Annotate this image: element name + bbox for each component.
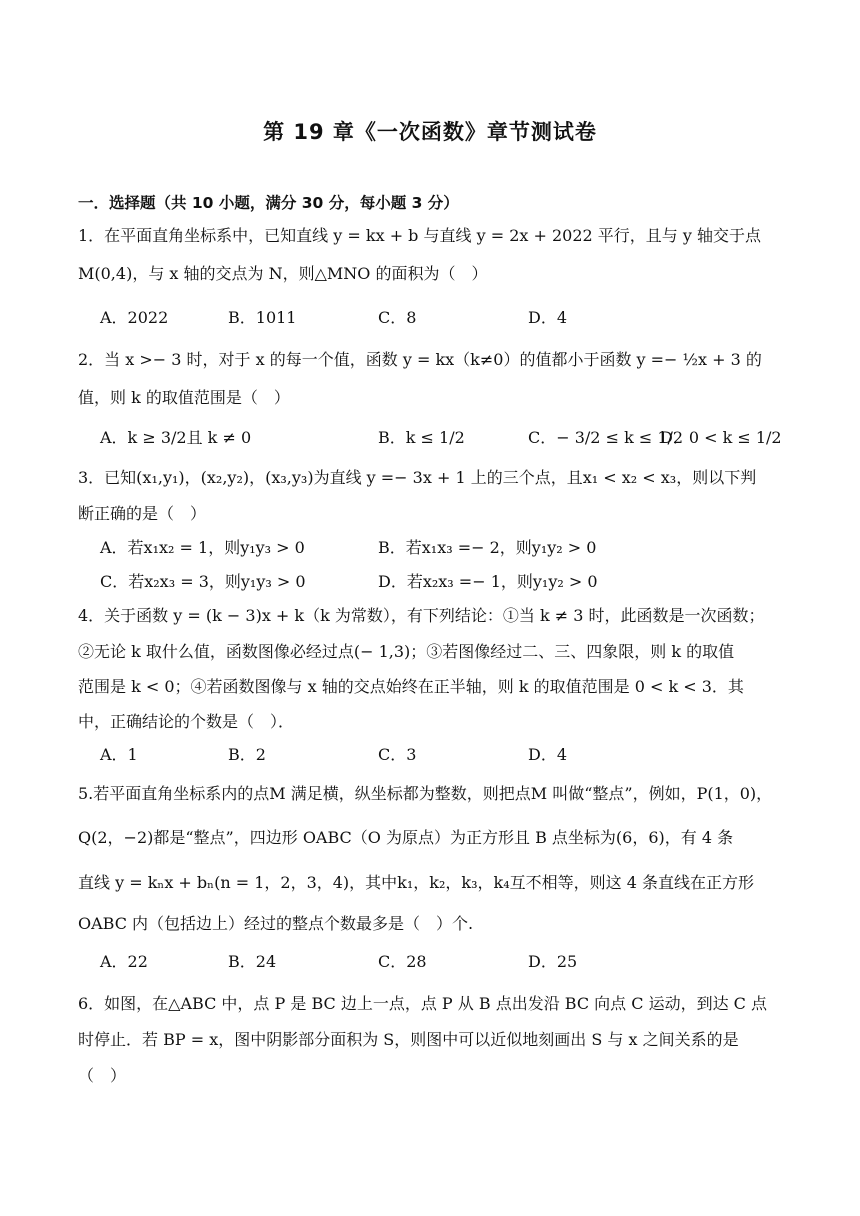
option-b: B．k ≤ 1/2: [378, 428, 465, 447]
question-4-line-3: 范围是 k < 0；④若函数图像与 x 轴的交点始终在正半轴，则 k 的取值范围是 0 < k < 3．其: [78, 677, 744, 696]
option-c: C．− 3/2 ≤ k ≤ 1/2: [528, 428, 684, 447]
question-5-line-2: Q(2，−2)都是“整点”，四边形 OABC（O 为原点）为正方形且 B 点坐标为(6，6)，有 4 条: [78, 828, 734, 847]
option-d: D．25: [528, 952, 578, 971]
question-2-line-2: 值，则 k 的取值范围是（ ）: [78, 388, 290, 407]
option-c: C．8: [378, 308, 417, 327]
question-1-line-2: M(0,4)，与 x 轴的交点为 N，则△MNO 的面积为（ ）: [78, 264, 488, 283]
option-d: D．4: [528, 308, 568, 327]
option-d: D．4: [528, 745, 568, 764]
option-d: D．若x₂x₃ =− 1，则y₁y₂ > 0: [378, 572, 598, 591]
option-d: D．0 < k ≤ 1/2: [660, 428, 782, 447]
question-6-line-2: 时停止．若 BP = x，图中阴影部分面积为 S，则图中可以近似地刻画出 S 与 x 之间关系的是: [78, 1030, 739, 1049]
option-b: B．24: [228, 952, 277, 971]
question-5-line-1: 5.若平面直角坐标系内的点M 满足横，纵坐标都为整数，则把点M 叫做“整点”，例如，P(1，0)，: [78, 784, 773, 803]
option-b: B．若x₁x₃ =− 2，则y₁y₂ > 0: [378, 538, 597, 557]
question-4-line-4: 中，正确结论的个数是（ ）．: [78, 712, 295, 731]
option-a: A．1: [100, 745, 138, 764]
question-6-line-1: 6．如图，在△ABC 中，点 P 是 BC 边上一点，点 P 从 B 点出发沿 BC 向点 C 运动，到达 C 点: [78, 994, 767, 1013]
question-4-line-1: 4．关于函数 y = (k − 3)x + k（k 为常数），有下列结论：①当 k ≠ 3 时，此函数是一次函数；: [78, 606, 765, 625]
question-3-line-2: 断正确的是（ ）: [78, 504, 207, 523]
option-b: B．2: [228, 745, 266, 764]
option-a: A．若x₁x₂ = 1，则y₁y₃ > 0: [100, 538, 305, 557]
option-a: A．k ≥ 3/2且 k ≠ 0: [100, 428, 252, 447]
option-a: A．22: [100, 952, 148, 971]
option-a: A．2022: [100, 308, 169, 327]
page-title: 第 19 章《一次函数》章节测试卷: [263, 120, 597, 144]
question-5-line-3: 直线 y = kₙx + bₙ(n = 1，2，3，4)，其中k₁，k₂，k₃，k₄互不相等，则这 4 条直线在正方形: [78, 873, 754, 892]
question-3-line-1: 3．已知(x₁,y₁)，(x₂,y₂)，(x₃,y₃)为直线 y =− 3x + 1 上的三个点，且x₁ < x₂ < x₃，则以下判: [78, 468, 757, 487]
option-c: C．3: [378, 745, 417, 764]
option-b: B．1011: [228, 308, 297, 327]
question-6-line-3: （ ）: [78, 1066, 127, 1085]
option-c: C．28: [378, 952, 427, 971]
option-c: C．若x₂x₃ = 3，则y₁y₃ > 0: [100, 572, 306, 591]
question-5-line-4: OABC 内（包括边上）经过的整点个数最多是（ ）个.: [78, 914, 474, 933]
section-heading: 一．选择题（共 10 小题，满分 30 分，每小题 3 分）: [78, 194, 459, 212]
question-1-line-1: 1．在平面直角坐标系中，已知直线 y = kx + b 与直线 y = 2x + 2022 平行，且与 y 轴交于点: [78, 226, 762, 245]
question-4-line-2: ②无论 k 取什么值，函数图像必经过点(− 1,3)；③若图像经过二、三、四象限，则 k 的取值: [78, 642, 735, 661]
question-2-line-1: 2．当 x >− 3 时，对于 x 的每一个值，函数 y = kx（k≠0）的值都小于函数 y =− ½x + 3 的: [78, 350, 762, 369]
